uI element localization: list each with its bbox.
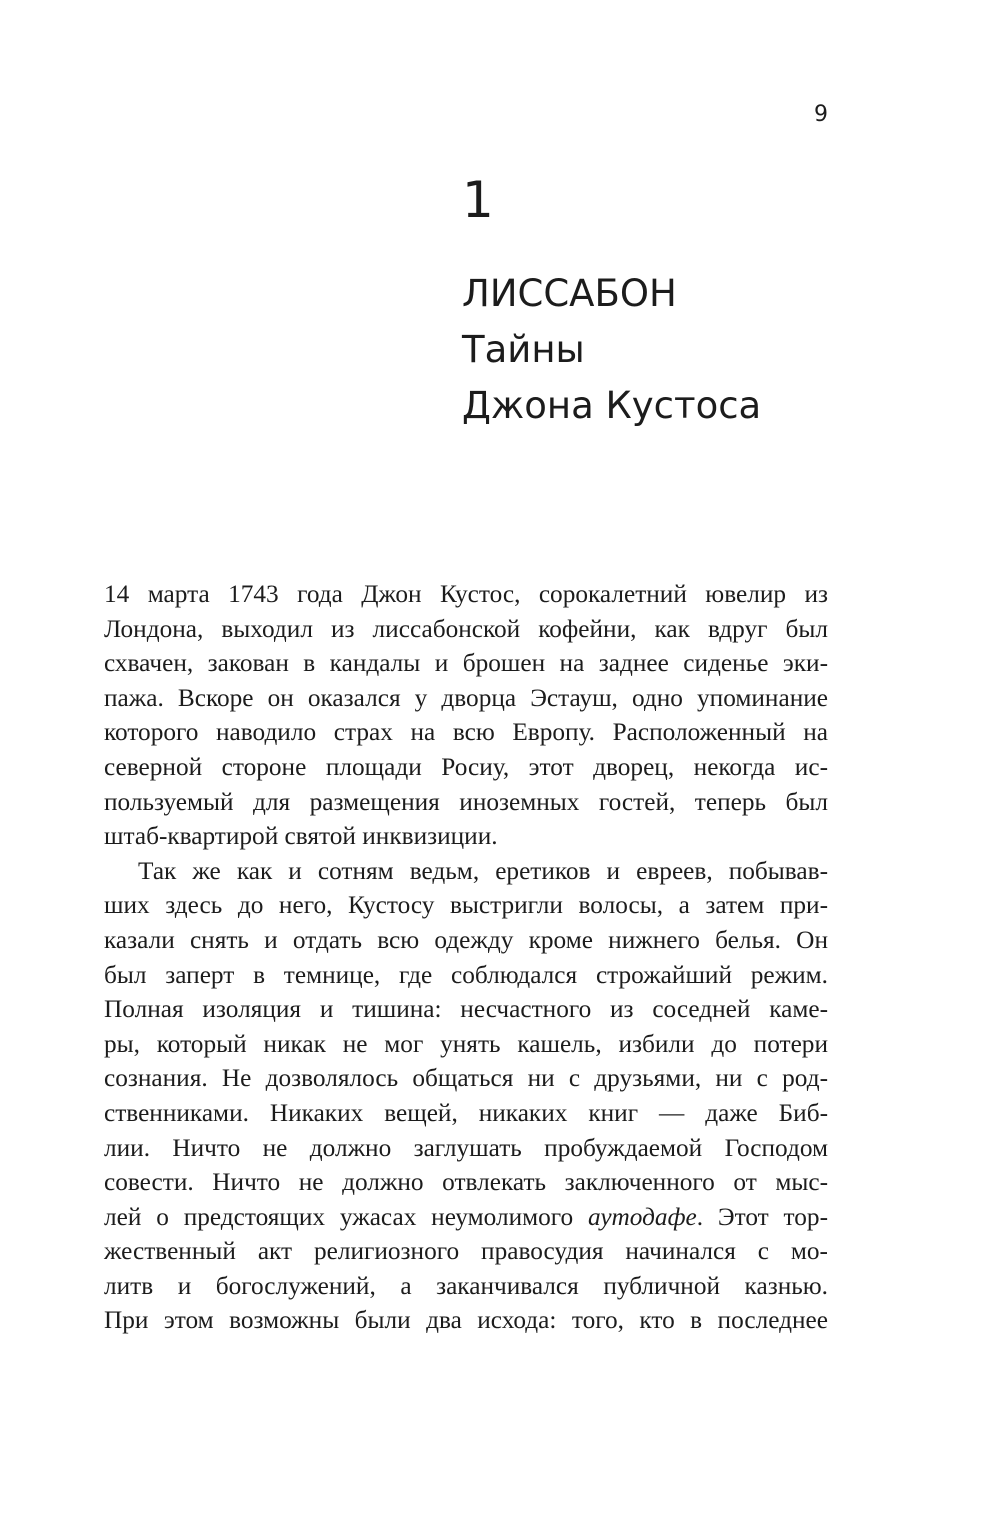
text-line: Полная изоляция и тишина: несчастного из соседней каме- [104,995,828,1024]
chapter-title-line: Джона Кустоса [462,384,762,427]
chapter-title-line: Тайны [462,328,585,371]
body-text [104,577,828,1338]
chapter-title-line: ЛИССАБОН [462,272,677,315]
italic-term: аутодафе [588,1202,697,1231]
chapter-number: 1 [462,171,494,229]
text-line: пажа. Вскоре он оказался у дворца Эстауш, одно упоминание [104,683,828,712]
text-line: сознания. Не дозволялось общаться ни с друзьями, ни с род- [104,1064,828,1093]
text-line: ры, который никак не мог унять кашель, избили до потери [104,1029,828,1058]
text-line: казали снять и отдать всю одежду кроме нижнего белья. Он [104,925,828,954]
text-line [104,1200,828,1235]
page-number: 9 [814,102,828,127]
text-line: штаб-квартирой святой инквизиции. [104,822,498,851]
text-line: был заперт в темнице, где соблюдался строжайший режим. [104,960,828,989]
text-line: Так же как и сотням ведьм, еретиков и евреев, побывав- [138,856,828,885]
text-line: пользуемый для размещения иноземных гостей, теперь был [104,787,828,816]
text-line: При этом возможны были два исхода: того, кто в последнее [104,1306,828,1335]
text-line: северной стороне площади Росиу, этот дворец, некогда ис- [104,752,828,781]
text-line: литв и богослужений, а заканчивался публичной казнью. [104,1271,828,1300]
text-line: Лондона, выходил из лиссабонской кофейни, как вдруг был [104,614,828,643]
text-line: ственниками. Никаких вещей, никаких книг — даже Биб- [104,1098,828,1127]
text-segment: . Этот тор- [696,1202,828,1231]
text-segment: лей о предстоящих ужасах неумолимого [104,1202,588,1231]
text-line: схвачен, закован в кандалы и брошен на заднее сиденье эки- [104,649,828,678]
text-line: ших здесь до него, Кустосу выстригли волосы, а затем при- [104,891,828,920]
text-line: жественный акт религиозного правосудия начинался с мо- [104,1237,828,1266]
text-line: совести. Ничто не должно отвлекать заключенного от мыс- [104,1168,828,1197]
text-line: лии. Ничто не должно заглушать пробуждаемой Господом [104,1133,828,1162]
chapter-title [462,266,882,434]
text-line: которого наводило страх на всю Европу. Расположенный на [104,718,828,747]
text-line: 14 марта 1743 года Джон Кустос, сорокалетний ювелир из [104,580,828,608]
